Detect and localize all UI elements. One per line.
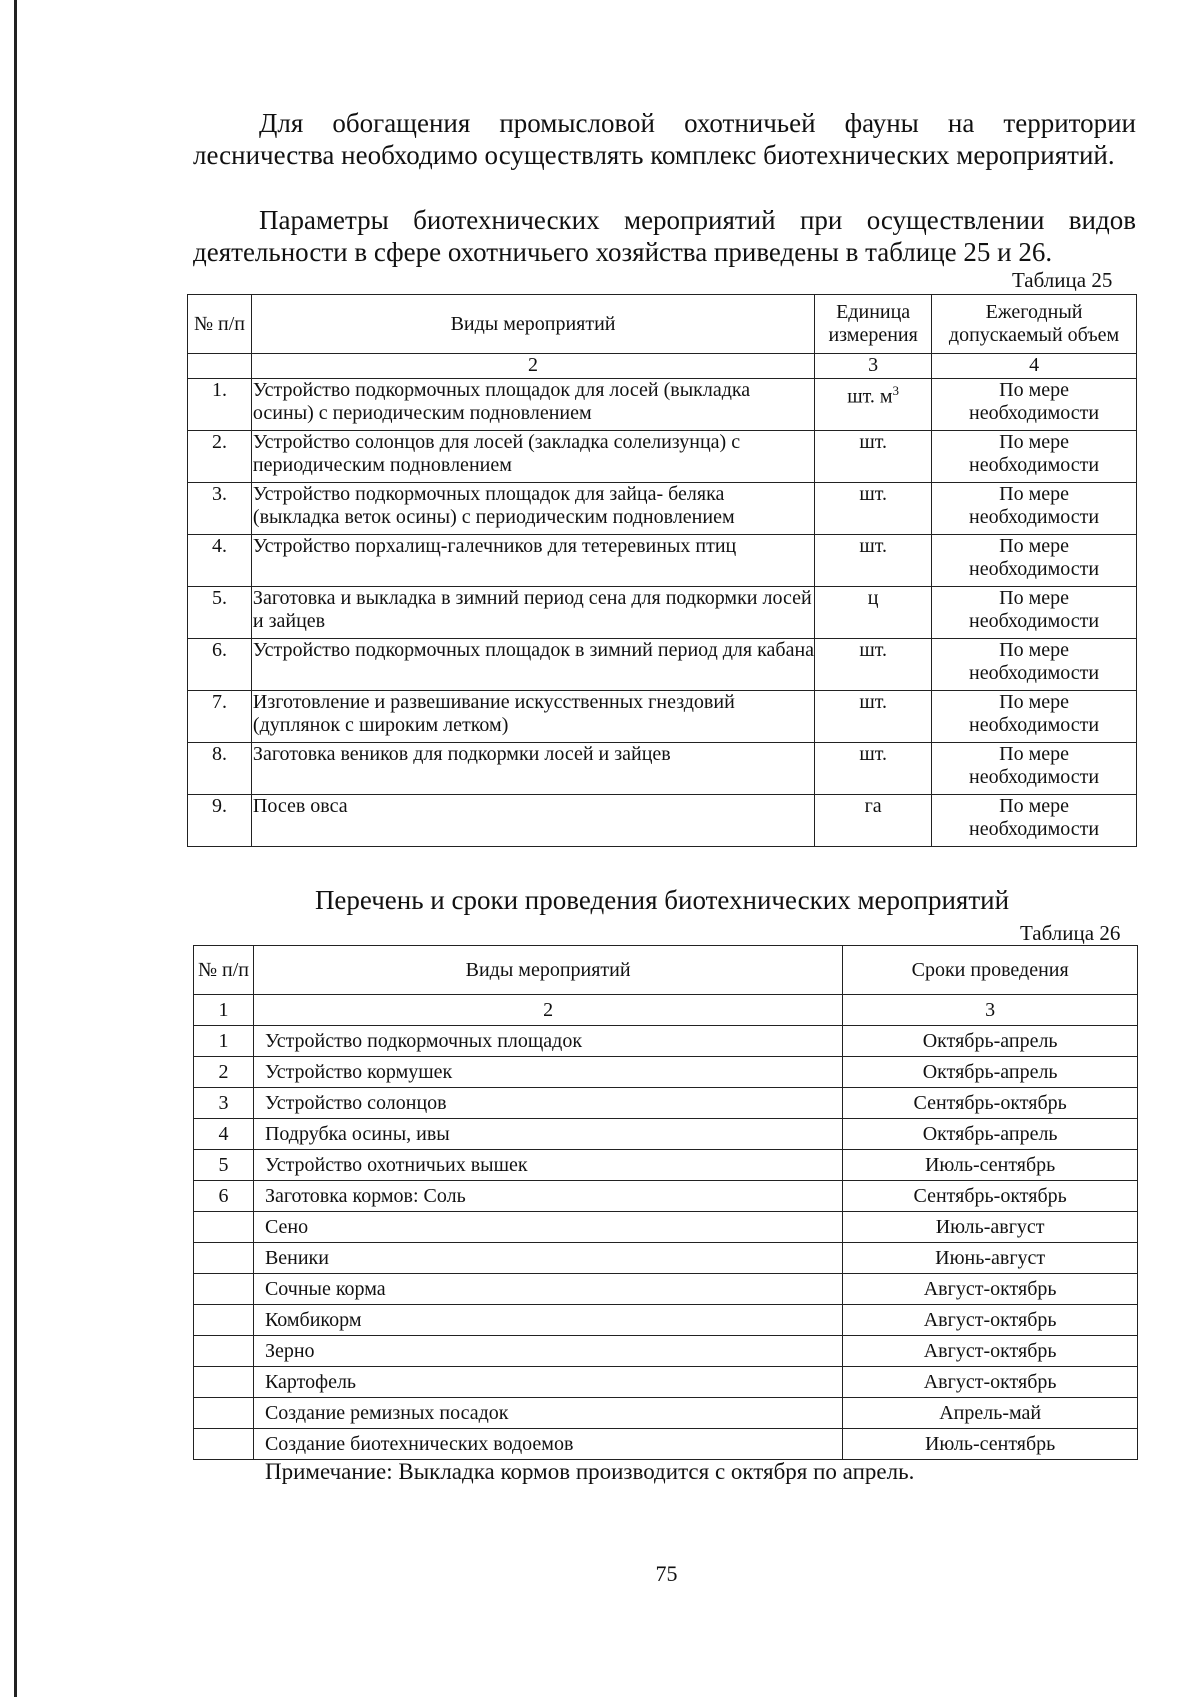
row-num: 1. bbox=[188, 379, 252, 431]
table-25 bbox=[187, 294, 1137, 847]
row-activity: Сочные корма bbox=[253, 1274, 842, 1305]
row-activity: Заготовка кормов: Соль bbox=[253, 1181, 842, 1212]
row-num bbox=[194, 1274, 254, 1305]
row-period: Август-октябрь bbox=[843, 1305, 1138, 1336]
row-period: Август-октябрь bbox=[843, 1336, 1138, 1367]
table-row bbox=[194, 1398, 1138, 1429]
table-row bbox=[188, 639, 1137, 691]
row-activity: Устройство подкормочных площадок для зайца- беляка (выкладка веток осины) с периодическим подновлением bbox=[251, 483, 814, 535]
row-activity: Зерно bbox=[253, 1336, 842, 1367]
row-num bbox=[194, 1398, 254, 1429]
table-25-header-row bbox=[188, 295, 1137, 354]
table-row bbox=[194, 1305, 1138, 1336]
header-num: № п/п bbox=[188, 295, 252, 354]
row-num: 3 bbox=[194, 1088, 254, 1119]
row-volume: По мере необходимости bbox=[932, 691, 1137, 743]
row-unit: шт. $м^3$ bbox=[815, 379, 932, 431]
row-activity: Устройство подкормочных площадок для лосей (выкладка осины) с периодическим подновлением bbox=[251, 379, 814, 431]
header-activity: Виды мероприятий bbox=[253, 946, 842, 995]
header-activity: Виды мероприятий bbox=[251, 295, 814, 354]
row-activity: Веники bbox=[253, 1243, 842, 1274]
row-num: 2 bbox=[194, 1057, 254, 1088]
table-row bbox=[194, 1181, 1138, 1212]
row-volume: По мере необходимости bbox=[932, 483, 1137, 535]
row-num: 6. bbox=[188, 639, 252, 691]
table-row bbox=[188, 483, 1137, 535]
row-activity: Сено bbox=[253, 1212, 842, 1243]
row-volume: По мере необходимости bbox=[932, 431, 1137, 483]
table-row bbox=[194, 1212, 1138, 1243]
row-num bbox=[194, 1243, 254, 1274]
row-num: 5. bbox=[188, 587, 252, 639]
row-activity: Подрубка осины, ивы bbox=[253, 1119, 842, 1150]
row-unit: шт. bbox=[815, 431, 932, 483]
row-activity: Устройство кормушек bbox=[253, 1057, 842, 1088]
row-volume: По мере необходимости bbox=[932, 379, 1137, 431]
row-unit: шт. bbox=[815, 691, 932, 743]
intro-paragraph-2: Параметры биотехнических мероприятий при осуществлении видов деятельности в сфере охотничьего хозяйства приведены в таблице 25 и 26. bbox=[193, 205, 1136, 267]
table-row bbox=[194, 1243, 1138, 1274]
row-num: 1 bbox=[194, 1026, 254, 1057]
row-period: Июнь-август bbox=[843, 1243, 1138, 1274]
row-unit: шт. bbox=[815, 483, 932, 535]
row-volume: По мере необходимости bbox=[932, 743, 1137, 795]
table-26-caption: Таблица 26 bbox=[1020, 921, 1121, 945]
row-activity: Устройство солонцов для лосей (закладка солелизунца) с периодическим подновлением bbox=[251, 431, 814, 483]
intro-paragraph-1: Для обогащения промысловой охотничьей фауны на территории лесничества необходимо осуществлять комплекс биотехнических мероприятий. bbox=[193, 108, 1136, 170]
row-activity: Заготовка веников для подкормки лосей и зайцев bbox=[251, 743, 814, 795]
row-period: Сентябрь-октябрь bbox=[843, 1181, 1138, 1212]
row-num: 6 bbox=[194, 1181, 254, 1212]
table-25-caption: Таблица 25 bbox=[1012, 268, 1113, 292]
row-num: 4 bbox=[194, 1119, 254, 1150]
row-num bbox=[194, 1305, 254, 1336]
row-num bbox=[194, 1212, 254, 1243]
table-row bbox=[188, 379, 1137, 431]
row-num: 7. bbox=[188, 691, 252, 743]
row-unit: га bbox=[815, 795, 932, 847]
row-period: Июль-сентябрь bbox=[843, 1429, 1138, 1460]
row-activity: Устройство охотничьих вышек bbox=[253, 1150, 842, 1181]
row-volume: По мере необходимости bbox=[932, 639, 1137, 691]
table-row bbox=[194, 1088, 1138, 1119]
row-activity: Картофель bbox=[253, 1367, 842, 1398]
row-activity: Комбикорм bbox=[253, 1305, 842, 1336]
row-volume: По мере необходимости bbox=[932, 587, 1137, 639]
row-period: Август-октябрь bbox=[843, 1274, 1138, 1305]
row-unit: ц bbox=[815, 587, 932, 639]
row-period: Апрель-май bbox=[843, 1398, 1138, 1429]
table-row bbox=[194, 1429, 1138, 1460]
row-activity: Устройство солонцов bbox=[253, 1088, 842, 1119]
row-num bbox=[194, 1336, 254, 1367]
row-num: 9. bbox=[188, 795, 252, 847]
row-num bbox=[194, 1367, 254, 1398]
table-26-title: Перечень и сроки проведения биотехнических мероприятий bbox=[314, 885, 1010, 915]
table-row bbox=[188, 431, 1137, 483]
row-period: Август-октябрь bbox=[843, 1367, 1138, 1398]
table-26-column-numbers: 1 2 3 bbox=[194, 995, 1138, 1026]
row-activity: Устройство подкормочных площадок bbox=[253, 1026, 842, 1057]
row-period: Октябрь-апрель bbox=[843, 1119, 1138, 1150]
row-volume: По мере необходимости bbox=[932, 795, 1137, 847]
row-period: Сентябрь-октябрь bbox=[843, 1088, 1138, 1119]
table-row bbox=[188, 535, 1137, 587]
row-num: 3. bbox=[188, 483, 252, 535]
row-volume: По мере необходимости bbox=[932, 535, 1137, 587]
table-row bbox=[194, 1057, 1138, 1088]
table-row bbox=[194, 1274, 1138, 1305]
table-26-note: Примечание: Выкладка кормов производится с октября по апрель. bbox=[265, 1459, 915, 1484]
page-edge-line bbox=[14, 0, 17, 1697]
table-row bbox=[194, 1119, 1138, 1150]
row-activity: Посев овса bbox=[251, 795, 814, 847]
row-activity: Заготовка и выкладка в зимний период сена для подкормки лосей и зайцев bbox=[251, 587, 814, 639]
row-activity: Устройство подкормочных площадок в зимний период для кабана bbox=[251, 639, 814, 691]
row-unit: шт. bbox=[815, 639, 932, 691]
row-num bbox=[194, 1429, 254, 1460]
header-num: № п/п bbox=[194, 946, 254, 995]
table-row bbox=[194, 1367, 1138, 1398]
table-26 bbox=[193, 945, 1138, 1460]
row-activity: Изготовление и развешивание искусственных гнездовий (дуплянок с широким летком) bbox=[251, 691, 814, 743]
table-row bbox=[188, 691, 1137, 743]
table-row bbox=[188, 795, 1137, 847]
table-row bbox=[188, 587, 1137, 639]
row-unit: шт. bbox=[815, 535, 932, 587]
row-period: Октябрь-апрель bbox=[843, 1026, 1138, 1057]
page-number: 75 bbox=[655, 1561, 678, 1586]
header-period: Сроки проведения bbox=[843, 946, 1138, 995]
table-row bbox=[194, 1336, 1138, 1367]
row-period: Октябрь-апрель bbox=[843, 1057, 1138, 1088]
row-unit: шт. bbox=[815, 743, 932, 795]
header-volume: Ежегодный допускаемый объем bbox=[932, 295, 1137, 354]
table-25-column-numbers: 2 3 4 bbox=[188, 354, 1137, 379]
row-activity: Создание биотехнических водоемов bbox=[253, 1429, 842, 1460]
row-num: 5 bbox=[194, 1150, 254, 1181]
row-activity: Создание ремизных посадок bbox=[253, 1398, 842, 1429]
row-period: Июль-сентябрь bbox=[843, 1150, 1138, 1181]
header-unit: Единица измерения bbox=[815, 295, 932, 354]
table-row bbox=[188, 743, 1137, 795]
table-row bbox=[194, 1150, 1138, 1181]
row-period: Июль-август bbox=[843, 1212, 1138, 1243]
table-row bbox=[194, 1026, 1138, 1057]
row-num: 4. bbox=[188, 535, 252, 587]
row-num: 2. bbox=[188, 431, 252, 483]
row-activity: Устройство порхалищ-галечников для тетеревиных птиц bbox=[251, 535, 814, 587]
table-26-header-row bbox=[194, 946, 1138, 995]
row-num: 8. bbox=[188, 743, 252, 795]
